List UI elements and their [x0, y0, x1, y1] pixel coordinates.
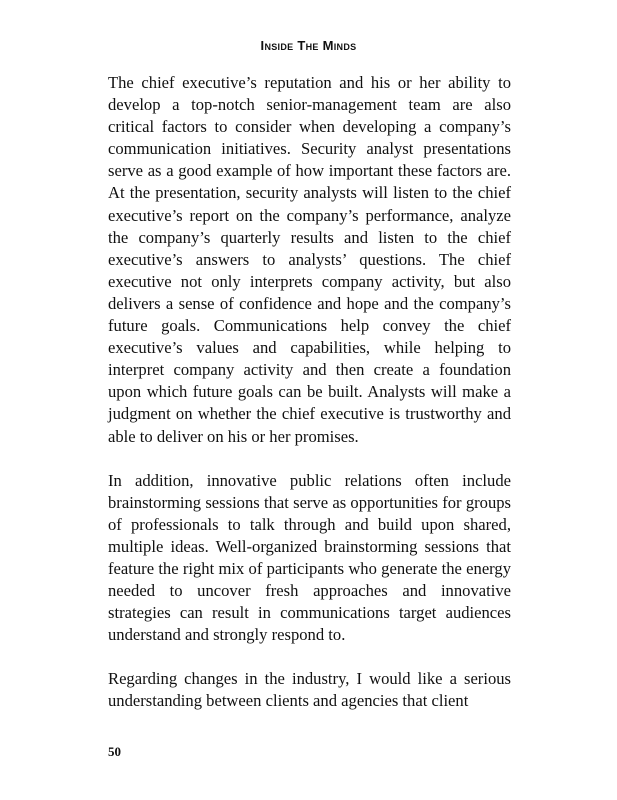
- paragraph-reputation: The chief executive’s reputation and his or her ability to develop a top-notch senior-management team are also critical factors to consider when developing a company’s communication initiatives. Security analyst presentations serve as a good example of how important these factors are. At the presentation, security analysts will listen to the chief executive’s report on the company’s performance, analyze the company’s quarterly results and listen to the chief executive’s answers to analysts’ questions. The chief executive not only interprets company activity, but also delivers a sense of confidence and hope and the company’s future goals. Communications help convey the chief executive’s values and capabilities, while helping to interpret company activity and then create a foundation upon which future goals can be built. Analysts will make a judgment on whether the chief executive is trustworthy and able to deliver on his or her promises.: [108, 73, 511, 446]
- body-text: [108, 72, 511, 735]
- running-header: Inside The Minds: [260, 38, 357, 53]
- paragraph-industry-changes: Regarding changes in the industry, I would like a serious understanding between clients and agencies that client: [108, 669, 511, 711]
- page-number: 50: [108, 744, 121, 759]
- paragraph-brainstorming: In addition, innovative public relations often include brainstorming sessions that serve as opportunities for groups of professionals to talk through and build upon shared, multiple ideas. Well-organized brainstorming sessions that feature the right mix of participants who generate the energy needed to uncover fresh approaches and innovative strategies can result in communications target audiences understand and strongly respond to.: [108, 470, 511, 645]
